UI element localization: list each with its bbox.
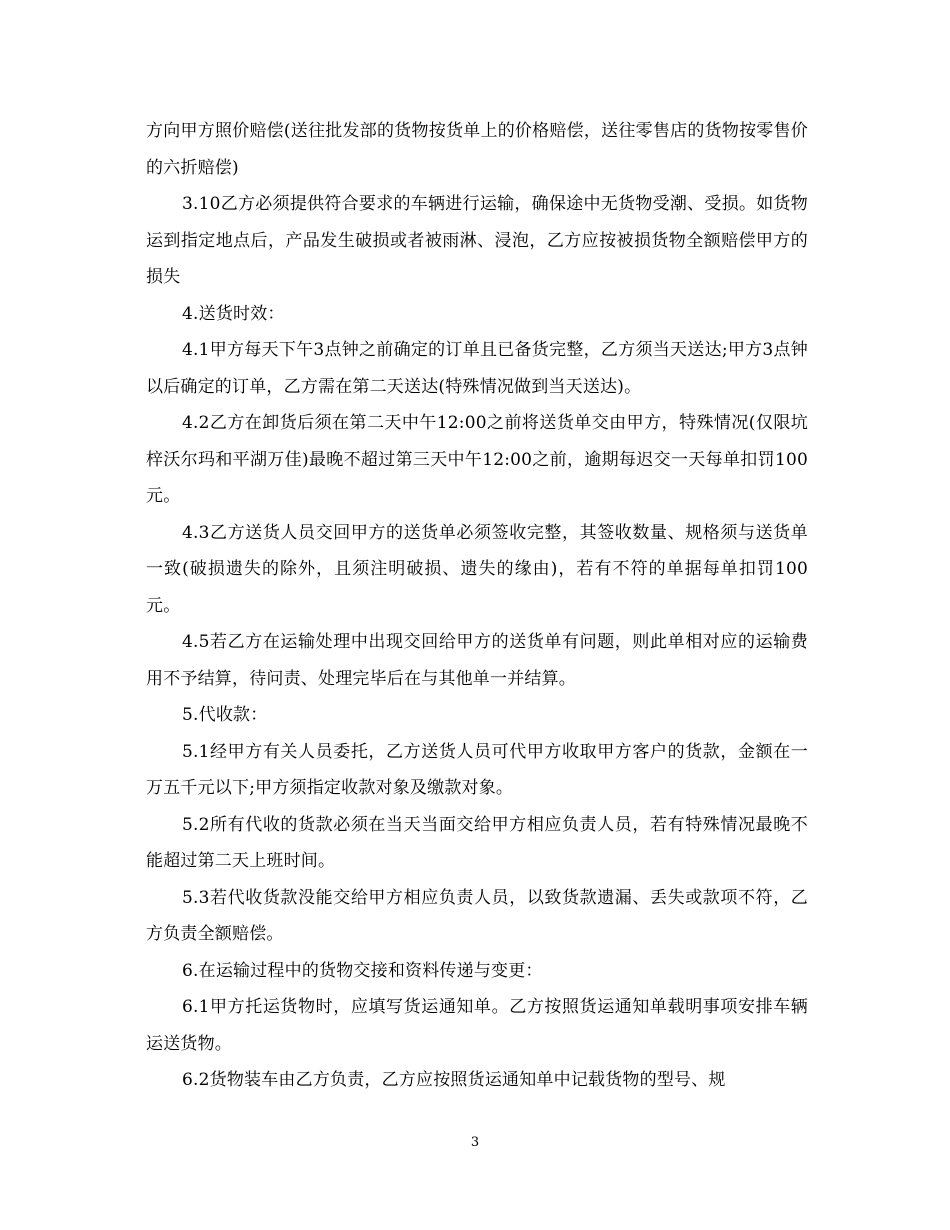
body-text <box>146 113 808 1099</box>
heading-collection: 5.代收款： <box>182 705 268 725</box>
paragraph-4-2: 4.2乙方在卸货后须在第二天中午12:00之前将送货单交由甲方，特殊情况(仅限坑梓沃尔玛和平湖万佳)最晚不超过第三天中午12:00之前，逾期每迟交一天每单扣罚100元。 <box>146 413 808 506</box>
paragraph-1: 方向甲方照价赔偿(送往批发部的货物按货单上的价格赔偿，送往零售店的货物按零售价的六折赔偿) <box>146 121 808 178</box>
page-number: 3 <box>470 1135 480 1150</box>
paragraph-4-1: 4.1甲方每天下午3点钟之前确定的订单且已备货完整，乙方须当天送达;甲方3点钟以后确定的订单，乙方需在第二天送达(特殊情况做到当天送达)。 <box>146 340 808 397</box>
paragraph-6-1: 6.1甲方托运货物时，应填写货运通知单。乙方按照货运通知单载明事项安排车辆运送货物。 <box>146 997 808 1054</box>
paragraph-4-5: 4.5若乙方在运输处理中出现交回给甲方的送货单有问题，则此单相对应的运输费用不予结算，待问责、处理完毕后在与其他单一并结算。 <box>146 632 808 689</box>
paragraph-5-1: 5.1经甲方有关人员委托，乙方送货人员可代甲方收取甲方客户的货款，金额在一万五千元以下;甲方须指定收款对象及缴款对象。 <box>146 741 808 798</box>
paragraph-3-10: 3.10乙方必须提供符合要求的车辆进行运输，确保途中无货物受潮、受损。如货物运到指定地点后，产品发生破损或者被雨淋、浸泡，乙方应按被损货物全额赔偿甲方的损失 <box>146 194 808 287</box>
paragraph-6-2: 6.2货物装车由乙方负责，乙方应按照货运通知单中记载货物的型号、规 <box>182 1070 726 1090</box>
paragraph-5-3: 5.3若代收货款没能交给甲方相应负责人员，以致货款遗漏、丢失或款项不符，乙方负责全额赔偿。 <box>146 887 808 944</box>
heading-delivery-timeliness: 4.送货时效： <box>182 303 285 324</box>
paragraph-4-3: 4.3乙方送货人员交回甲方的送货单必须签收完整，其签收数量、规格须与送货单一致(破损遗失的除外，且须注明破损、遗失的缘由)，若有不符的单据每单扣罚100元。 <box>146 522 808 616</box>
heading-handover: 6.在运输过程中的货物交接和资料传递与变更： <box>182 960 543 981</box>
paragraph-5-2: 5.2所有代收的货款必须在当天当面交给甲方相应负责人员，若有特殊情况最晚不能超过第二天上班时间。 <box>146 814 808 871</box>
